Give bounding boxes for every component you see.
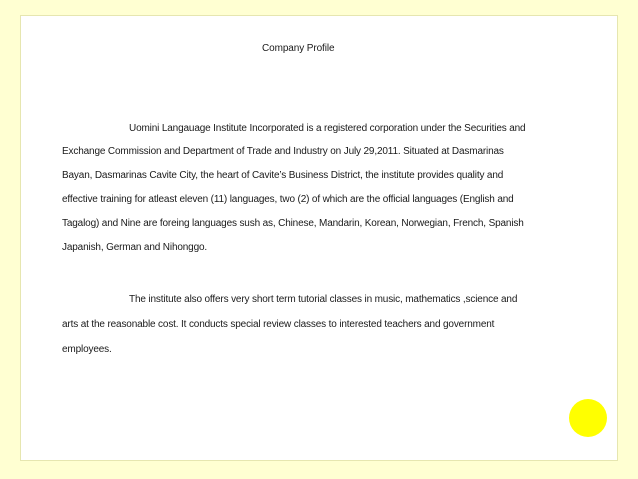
paragraph1-line-1: Uomini Langauage Institute Incorporated is a registered corporation under the Securities and (129, 123, 526, 134)
slide-border-left (0, 0, 20, 479)
paragraph1-line-6: Japanish, German and Nihonggo. (62, 242, 208, 253)
yellow-circle-decoration (569, 399, 607, 437)
slide-border-top (0, 0, 638, 15)
page-title: Company Profile (262, 43, 335, 54)
slide-border-right (618, 0, 638, 479)
paragraph2-line-2: arts at the reasonable cost. It conducts special review classes to interested teachers and government (62, 319, 495, 330)
slide-frame (20, 15, 618, 461)
paragraph1-line-3: Bayan, Dasmarinas Cavite City, the heart of Cavite’s Business District, the institute provides quality and (62, 170, 504, 181)
paragraph2-line-1: The institute also offers very short term tutorial classes in music, mathematics ,science and (129, 294, 518, 305)
slide-border-bottom (0, 461, 638, 479)
paragraph1-line-4: effective training for atleast eleven (11) languages, two (2) of which are the official languages (English and (62, 194, 514, 205)
paragraph1-line-5: Tagalog) and Nine are foreing languages sush as, Chinese, Mandarin, Korean, Norwegian, French, Spanish (62, 218, 524, 229)
paragraph2-line-3: employees. (62, 344, 112, 355)
paragraph1-line-2: Exchange Commission and Department of Trade and Industry on July 29,2011. Situated at Dasmarinas (62, 146, 504, 157)
